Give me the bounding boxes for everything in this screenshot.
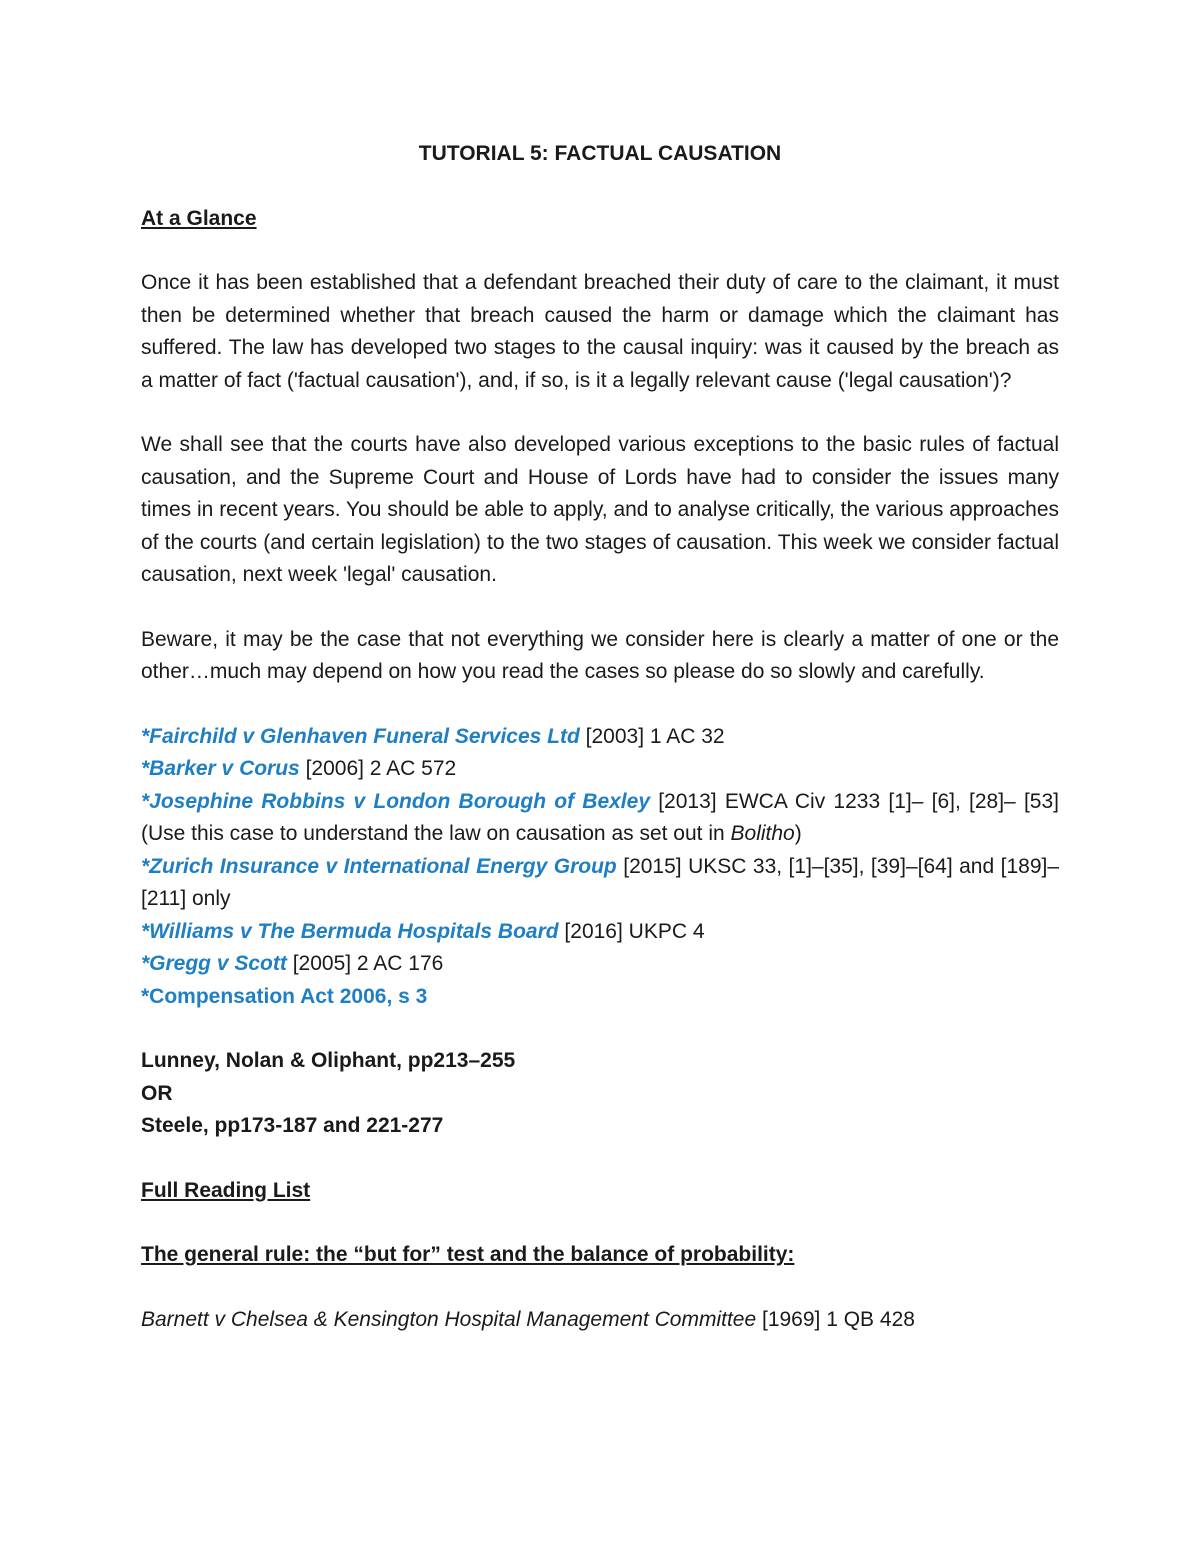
document-page [141,138,1059,1336]
case-item-zurich [141,851,1059,916]
case-citation: [2003] 1 AC 32 [579,724,725,748]
case-link-robbins[interactable]: *Josephine Robbins v London Borough of Bexley [141,789,650,813]
reading-case-barnett [141,1304,1059,1337]
case-item-williams [141,916,1059,949]
case-link-zurich[interactable]: *Zurich Insurance v International Energy Group [141,854,617,878]
textbook-or: OR [141,1081,173,1105]
general-rule-subheading: The general rule: the “but for” test and the balance of probability: [141,1243,795,1266]
case-link-barker[interactable]: *Barker v Corus [141,757,300,780]
textbook-steele: Steele, pp173-187 and 221-277 [141,1114,444,1137]
intro-paragraph-2: We shall see that the courts have also developed various exceptions to the basic rules of factual causation, and the Supreme Court and House of Lords have had to consider the issues many times in recent years. You should be able to apply, and to analyse critically, the various approaches of the courts (and certain legislation) to the two stages of causation. This week we consider factual causation, next week 'legal' causation. [141,433,1059,586]
case-citation-italic: Bolitho [730,822,795,845]
full-reading-list-heading: Full Reading List [141,1178,311,1202]
intro-paragraph-3: Beware, it may be the case that not everything we consider here is clearly a matter of one or the other…much may depend on how you read the cases so please do so slowly and carefully. [141,627,1059,683]
key-cases-list [141,721,1059,1014]
page-title: TUTORIAL 5: FACTUAL CAUSATION [418,142,782,165]
at-a-glance-heading: At a Glance [141,206,257,230]
reading-case-name: Barnett v Chelsea & Kensington Hospital Management Committee [141,1307,757,1331]
case-citation: [2013] EWCA Civ 1233 [1]– [6], [28]– [53] (Use this case to understand the law on causation as set out in [141,789,1059,845]
case-link-fairchild[interactable]: *Fairchild v Glenhaven Funeral Services Ltd [141,724,580,748]
case-citation-end: ) [794,822,802,845]
case-citation: [2006] 2 AC 572 [299,757,457,780]
case-link-compensation-act[interactable]: *Compensation Act 2006, s 3 [141,984,428,1008]
case-citation: [2015] UKSC 33, [1]–[35], [39]–[64] and [189]–[211] only [141,854,1060,910]
reading-case-citation: [1969] 1 QB 428 [756,1307,915,1331]
case-item-compensation-act [141,981,1059,1014]
case-link-williams[interactable]: *Williams v The Bermuda Hospitals Board [141,919,559,943]
case-item-barker [141,753,1059,786]
case-item-fairchild [141,721,1059,754]
case-link-gregg[interactable]: *Gregg v Scott [141,952,287,975]
textbook-lunney: Lunney, Nolan & Oliphant, pp213–255 [141,1049,516,1072]
case-citation: [2016] UKPC 4 [558,919,705,943]
textbook-readings [141,1045,1059,1143]
intro-paragraph-1: Once it has been established that a defendant breached their duty of care to the claimant, it must then be determined whether that breach caused the harm or damage which the claimant has suffered. The law has developed two stages to the causal inquiry: was it caused by the breach as a matter of fact ('factual causation'), and, if so, is it a legally relevant cause ('legal causation')? [141,271,1059,392]
case-item-robbins [141,786,1059,851]
case-item-gregg [141,948,1059,981]
case-citation: [2005] 2 AC 176 [286,952,444,975]
